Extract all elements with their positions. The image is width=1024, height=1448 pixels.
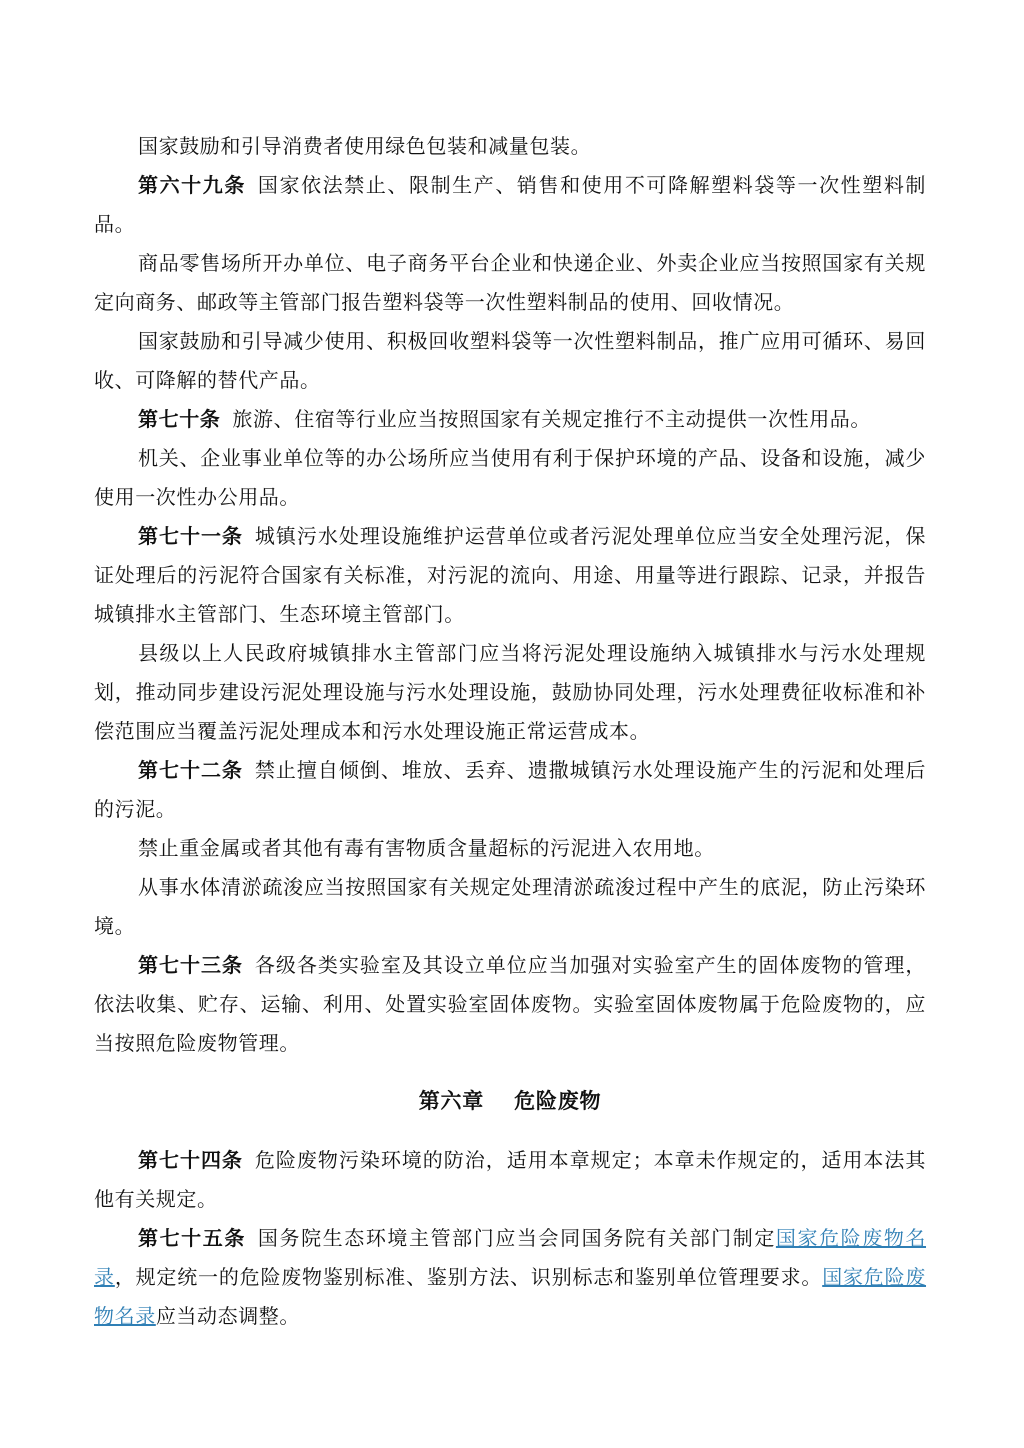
paragraph-text: 国家鼓励和引导消费者使用绿色包装和减量包装。 <box>138 134 592 158</box>
article-number: 第六十九条 <box>138 173 246 197</box>
paragraph <box>94 166 926 244</box>
paragraph <box>94 322 926 400</box>
paragraph <box>94 1219 926 1336</box>
paragraph-text: 禁止擅自倾倒、堆放、丢弃、遗撒城镇污水处理设施产生的污泥和处理后的污泥。 <box>94 758 927 821</box>
paragraph-text: 从事水体清淤疏浚应当按照国家有关规定处理清淤疏浚过程中产生的底泥，防止污染环境。 <box>94 875 926 938</box>
chapter-number: 第六章 <box>418 1088 485 1113</box>
paragraph-text: 机关、企业事业单位等的办公场所应当使用有利于保护环境的产品、设备和设施，减少使用一次性办公用品。 <box>94 446 926 509</box>
article-number: 第七十二条 <box>138 758 243 782</box>
paragraph-text: 危险废物污染环境的防治，适用本章规定；本章未作规定的，适用本法其他有关规定。 <box>94 1148 927 1211</box>
article-number: 第七十条 <box>138 407 221 431</box>
hazardous-waste-catalog-link[interactable]: 国家危险废物名录 <box>94 1265 927 1328</box>
paragraph-text: 国家鼓励和引导减少使用、积极回收塑料袋等一次性塑料制品，推广应用可循环、易回收、可降解的替代产品。 <box>94 329 926 392</box>
article-number: 第七十一条 <box>138 524 243 548</box>
paragraph <box>94 634 926 751</box>
paragraph <box>94 946 926 1063</box>
paragraph-text: 国务院生态环境主管部门应当会同国务院有关部门制定 <box>257 1226 776 1250</box>
paragraph <box>94 244 926 322</box>
paragraph-text: 各级各类实验室及其设立单位应当加强对实验室产生的固体废物的管理，依法收集、贮存、运输、利用、处置实验室固体废物。实验室固体废物属于危险废物的，应当按照危险废物管理。 <box>94 953 927 1055</box>
paragraph-text: ，规定统一的危险废物鉴别标准、鉴别方法、识别标志和鉴别单位管理要求。 <box>114 1265 823 1289</box>
paragraph <box>94 751 926 829</box>
article-number: 第七十五条 <box>138 1226 246 1250</box>
paragraph-text: 应当动态调整。 <box>155 1304 301 1328</box>
paragraph <box>94 439 926 517</box>
hazardous-waste-catalog-link[interactable]: 国家危险废物名录 <box>94 1226 927 1289</box>
paragraph-text: 旅游、住宿等行业应当按照国家有关规定推行不主动提供一次性用品。 <box>232 407 872 431</box>
paragraph <box>94 1141 926 1219</box>
paragraph <box>94 868 926 946</box>
paragraph-text: 县级以上人民政府城镇排水主管部门应当将污泥处理设施纳入城镇排水与污水处理规划，推动同步建设污泥处理设施与污水处理设施，鼓励协同处理，污水处理费征收标准和补偿范围应当覆盖污泥处理成本和污水处理设施正常运营成本。 <box>94 641 926 743</box>
article-number: 第七十三条 <box>138 953 243 977</box>
chapter-heading <box>94 1081 926 1121</box>
article-number: 第七十四条 <box>138 1148 243 1172</box>
paragraph <box>94 127 926 166</box>
paragraph-text: 城镇污水处理设施维护运营单位或者污泥处理单位应当安全处理污泥，保证处理后的污泥符合国家有关标准，对污泥的流向、用途、用量等进行跟踪、记录，并报告城镇排水主管部门、生态环境主管部门。 <box>94 524 927 626</box>
chapter-title: 危险废物 <box>514 1088 602 1113</box>
paragraph-text: 禁止重金属或者其他有毒有害物质含量超标的污泥进入农用地。 <box>138 836 715 860</box>
paragraph <box>94 400 926 439</box>
paragraph <box>94 517 926 634</box>
paragraph <box>94 829 926 868</box>
paragraph-text: 商品零售场所开办单位、电子商务平台企业和快递企业、外卖企业应当按照国家有关规定向商务、邮政等主管部门报告塑料袋等一次性塑料制品的使用、回收情况。 <box>94 251 926 314</box>
paragraph-text: 国家依法禁止、限制生产、销售和使用不可降解塑料袋等一次性塑料制品。 <box>94 173 926 236</box>
